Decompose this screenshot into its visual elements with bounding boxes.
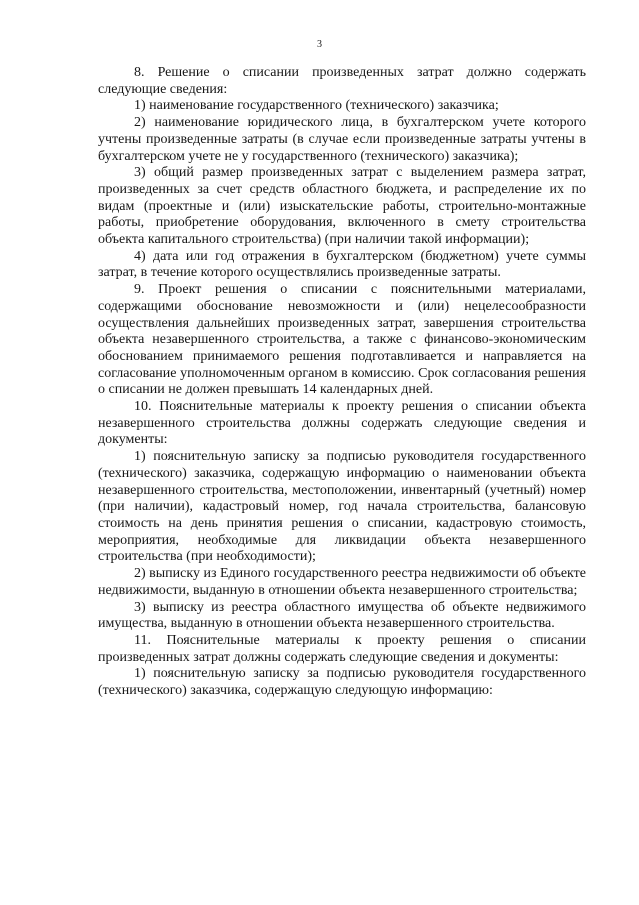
paragraph-10-item-3: 3) выписку из реестра областного имущества об объекте недвижимого имущества, выданную в отношении объекта незавершенного строительства. <box>98 599 586 632</box>
paragraph-11-intro: 11. Пояснительные материалы к проекту решения о списании произведенных затрат должны содержать следующие сведения и документы: <box>98 632 586 665</box>
paragraph-10-item-1: 1) пояснительную записку за подписью руководителя государственного (технического) заказчика, содержащую информацию о наименовании объекта незавершенного строительства, местоположении, инвентарный (учетный) номер (при наличии), кадастровый номер, год начала строительства, балансовую стоимость на день принятия решения о списании, кадастровую стоимость, мероприятия, необходимые для ликвидации объекта незавершенного строительства (при необходимости); <box>98 449 586 565</box>
paragraph-11-item-1: 1) пояснительную записку за подписью руководителя государственного (технического) заказчика, содержащую следующую информацию: <box>98 666 586 699</box>
paragraph-10-intro: 10. Пояснительные материалы к проекту решения о списании объекта незавершенного строительства должны содержать следующие сведения и документы: <box>98 399 586 448</box>
paragraph-8-intro: 8. Решение о списании произведенных затрат должно содержать следующие сведения: <box>98 65 586 97</box>
paragraph-8-item-1: 1) наименование государственного (технического) заказчика; <box>134 98 499 114</box>
paragraph-8-item-2: 2) наименование юридического лица, в бухгалтерском учете которого учтены произведенные затраты (в случае если произведенные затраты учтены в бухгалтерском учете не у государственного (технического) заказчика); <box>98 115 586 164</box>
paragraph-8-item-4: 4) дата или год отражения в бухгалтерском (бюджетном) учете суммы затрат, в течение которого осуществлялись произведенные затраты. <box>98 248 586 281</box>
document-body <box>98 65 586 700</box>
paragraph-8-item-3: 3) общий размер произведенных затрат с выделением размера затрат, произведенных за счет средств областного бюджета, и распределение их по видам (проектные и (или) изыскательские работы, строительно-монтажные работы, приобретение оборудования, включенного в смету строительства объекта капитального строительства) (при наличии такой информации); <box>98 165 586 248</box>
paragraph-9: 9. Проект решения о списании с пояснительными материалами, содержащими обоснование невозможности и (или) нецелесообразности осуществления дальнейших произведенных затрат, завершения строительства объекта незавершенного строительства, а также с финансово-экономическим обоснованием принимаемого решения подготавливается и направляется на согласование уполномоченным органом в комиссию. Срок согласования решения о списании не должен превышать 14 календарных дней. <box>98 282 586 398</box>
page-number: 3 <box>317 39 322 50</box>
paragraph-10-item-2: 2) выписку из Единого государственного реестра недвижимости об объекте недвижимости, выданную в отношении объекта незавершенного строительства; <box>98 566 586 598</box>
